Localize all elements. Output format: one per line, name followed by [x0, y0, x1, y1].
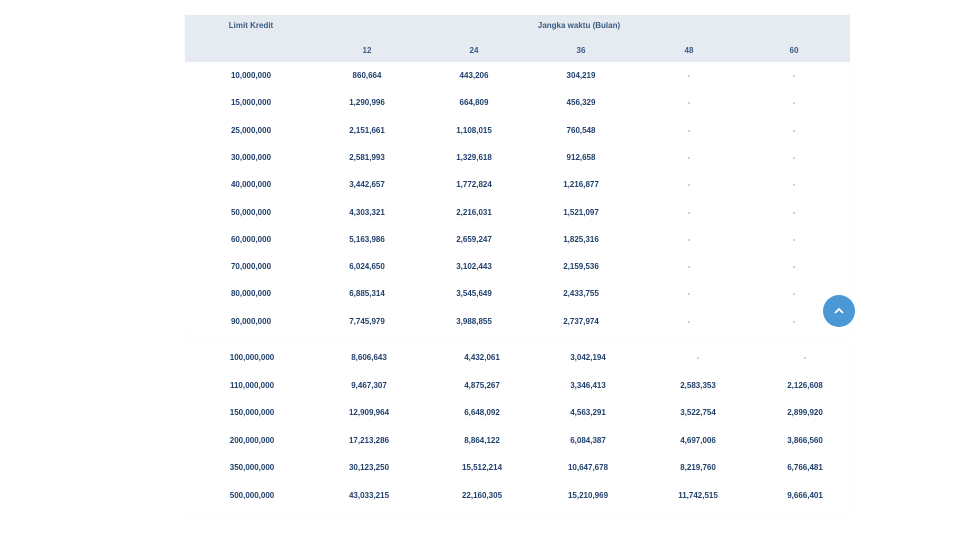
limit-cell: 80,000,000	[230, 289, 272, 299]
limit-cell: 40,000,000	[230, 180, 272, 190]
installment-cell: 2,433,755	[563, 289, 599, 299]
installment-cell: -	[687, 234, 691, 244]
limit-cell: 100,000,000	[229, 353, 275, 362]
installment-cell: 2,151,661	[349, 125, 385, 135]
installment-cell: 6,084,387	[570, 435, 606, 445]
limit-cell: 10,000,000	[230, 71, 272, 80]
installment-cell: -	[687, 125, 691, 135]
installment-cell: 7,745,979	[349, 316, 385, 326]
installment-cell: 2,899,920	[787, 408, 823, 418]
installment-cell: -	[792, 71, 796, 80]
installment-cell: 9,467,307	[351, 380, 387, 390]
installment-cell: 1,772,824	[456, 180, 492, 190]
installment-cell: 3,866,560	[787, 435, 823, 445]
installment-cell: 3,346,413	[570, 380, 606, 390]
term-12-header: 12	[362, 46, 372, 55]
installment-cell: 30,123,250	[348, 463, 390, 473]
limit-cell: 70,000,000	[230, 262, 272, 272]
limit-cell: 500,000,000	[229, 491, 275, 500]
installment-cell: 2,126,608	[787, 380, 823, 390]
installment-cell: 860,664	[352, 71, 382, 80]
installment-cell: 11,742,515	[678, 491, 718, 500]
installment-cell: 1,290,996	[349, 98, 385, 108]
installment-cell: 1,329,618	[456, 152, 492, 162]
installment-cell: 8,219,760	[680, 463, 716, 473]
installment-cell: 912,658	[566, 152, 596, 162]
installment-cell: 4,563,291	[570, 408, 606, 418]
installment-cell: 3,545,649	[456, 289, 492, 299]
installment-cell: 2,737,974	[563, 316, 599, 326]
installment-cell: 8,864,122	[464, 435, 500, 445]
limit-cell: 30,000,000	[230, 152, 272, 162]
installment-cell: 3,522,754	[680, 408, 716, 418]
installment-cell: -	[687, 71, 691, 80]
installment-cell: -	[696, 353, 700, 362]
installment-cell: -	[687, 152, 691, 162]
installment-cell: -	[792, 289, 796, 299]
installment-table-2	[185, 344, 850, 512]
installment-cell: 443,206	[459, 71, 489, 80]
installment-cell: 3,042,194	[570, 353, 606, 362]
installment-cell: 2,659,247	[456, 234, 492, 244]
installment-cell: 6,024,650	[349, 262, 385, 272]
installment-cell: 22,160,305	[461, 491, 503, 500]
installment-cell: 1,216,877	[563, 180, 599, 190]
installment-cell: 2,581,993	[349, 152, 385, 162]
installment-cell: -	[687, 180, 691, 190]
installment-cell: -	[687, 262, 691, 272]
installment-cell: 43,033,215	[348, 491, 390, 500]
limit-cell: 150,000,000	[229, 408, 275, 418]
installment-cell: 1,825,316	[563, 234, 599, 244]
installment-cell: 15,210,969	[567, 491, 609, 500]
installment-cell: 6,648,092	[464, 408, 500, 418]
limit-cell: 90,000,000	[230, 316, 272, 326]
installment-cell: 3,442,657	[349, 180, 385, 190]
installment-cell: -	[792, 125, 796, 135]
installment-cell: 304,219	[566, 71, 596, 80]
term-36-header: 36	[576, 46, 586, 55]
installment-cell: 4,697,006	[680, 435, 716, 445]
installment-cell: 2,159,536	[563, 262, 599, 272]
installment-cell: -	[687, 98, 691, 108]
limit-cell: 110,000,000	[229, 380, 275, 390]
installment-cell: 456,329	[566, 98, 596, 108]
term-48-header: 48	[684, 46, 694, 55]
term-24-header: 24	[469, 46, 479, 55]
installment-cell: 760,548	[566, 125, 596, 135]
limit-kredit-header: Limit Kredit	[228, 21, 274, 30]
limit-cell: 60,000,000	[230, 234, 272, 244]
installment-cell: 1,108,015	[456, 125, 492, 135]
installment-cell: 17,213,286	[348, 435, 390, 445]
installment-cell: -	[803, 353, 807, 362]
limit-cell: 200,000,000	[229, 435, 275, 445]
installment-cell: -	[792, 316, 796, 326]
limit-cell: 50,000,000	[230, 207, 272, 217]
installment-cell: 6,766,481	[787, 463, 823, 473]
installment-cell: 6,885,314	[349, 289, 385, 299]
installment-cell: -	[687, 207, 691, 217]
installment-cell: 3,988,855	[456, 316, 492, 326]
installment-cell: 3,102,443	[456, 262, 492, 272]
installment-cell: -	[792, 234, 796, 244]
installment-cell: -	[687, 289, 691, 299]
installment-cell: 2,583,353	[680, 380, 716, 390]
installment-cell: 4,303,321	[349, 207, 385, 217]
installment-cell: -	[792, 152, 796, 162]
limit-cell: 25,000,000	[230, 125, 272, 135]
installment-cell: 8,606,643	[351, 353, 387, 362]
installment-cell: -	[792, 262, 796, 272]
term-60-header: 60	[789, 46, 799, 55]
limit-cell: 15,000,000	[230, 98, 272, 108]
installment-cell: 12,909,964	[348, 408, 390, 418]
installment-cell: 4,432,061	[464, 353, 500, 362]
limit-cell: 350,000,000	[229, 463, 275, 473]
installment-cell: 2,216,031	[456, 207, 492, 217]
table-header	[185, 15, 850, 62]
term-header: Jangka waktu (Bulan)	[537, 21, 621, 30]
installment-cell: 15,512,214	[461, 463, 503, 473]
installment-cell: -	[792, 207, 796, 217]
installment-cell: 1,521,097	[563, 207, 599, 217]
chevron-up-icon	[833, 305, 845, 317]
installment-cell: -	[792, 98, 796, 108]
installment-table-1	[185, 15, 850, 335]
installment-cell: 9,666,401	[787, 491, 823, 500]
installment-cell: -	[792, 180, 796, 190]
installment-cell: 4,875,267	[464, 380, 500, 390]
installment-cell: -	[687, 316, 691, 326]
installment-cell: 10,647,678	[567, 463, 609, 473]
installment-cell: 664,809	[459, 98, 489, 108]
scroll-to-top-button[interactable]	[823, 295, 855, 327]
installment-cell: 5,163,986	[349, 234, 385, 244]
